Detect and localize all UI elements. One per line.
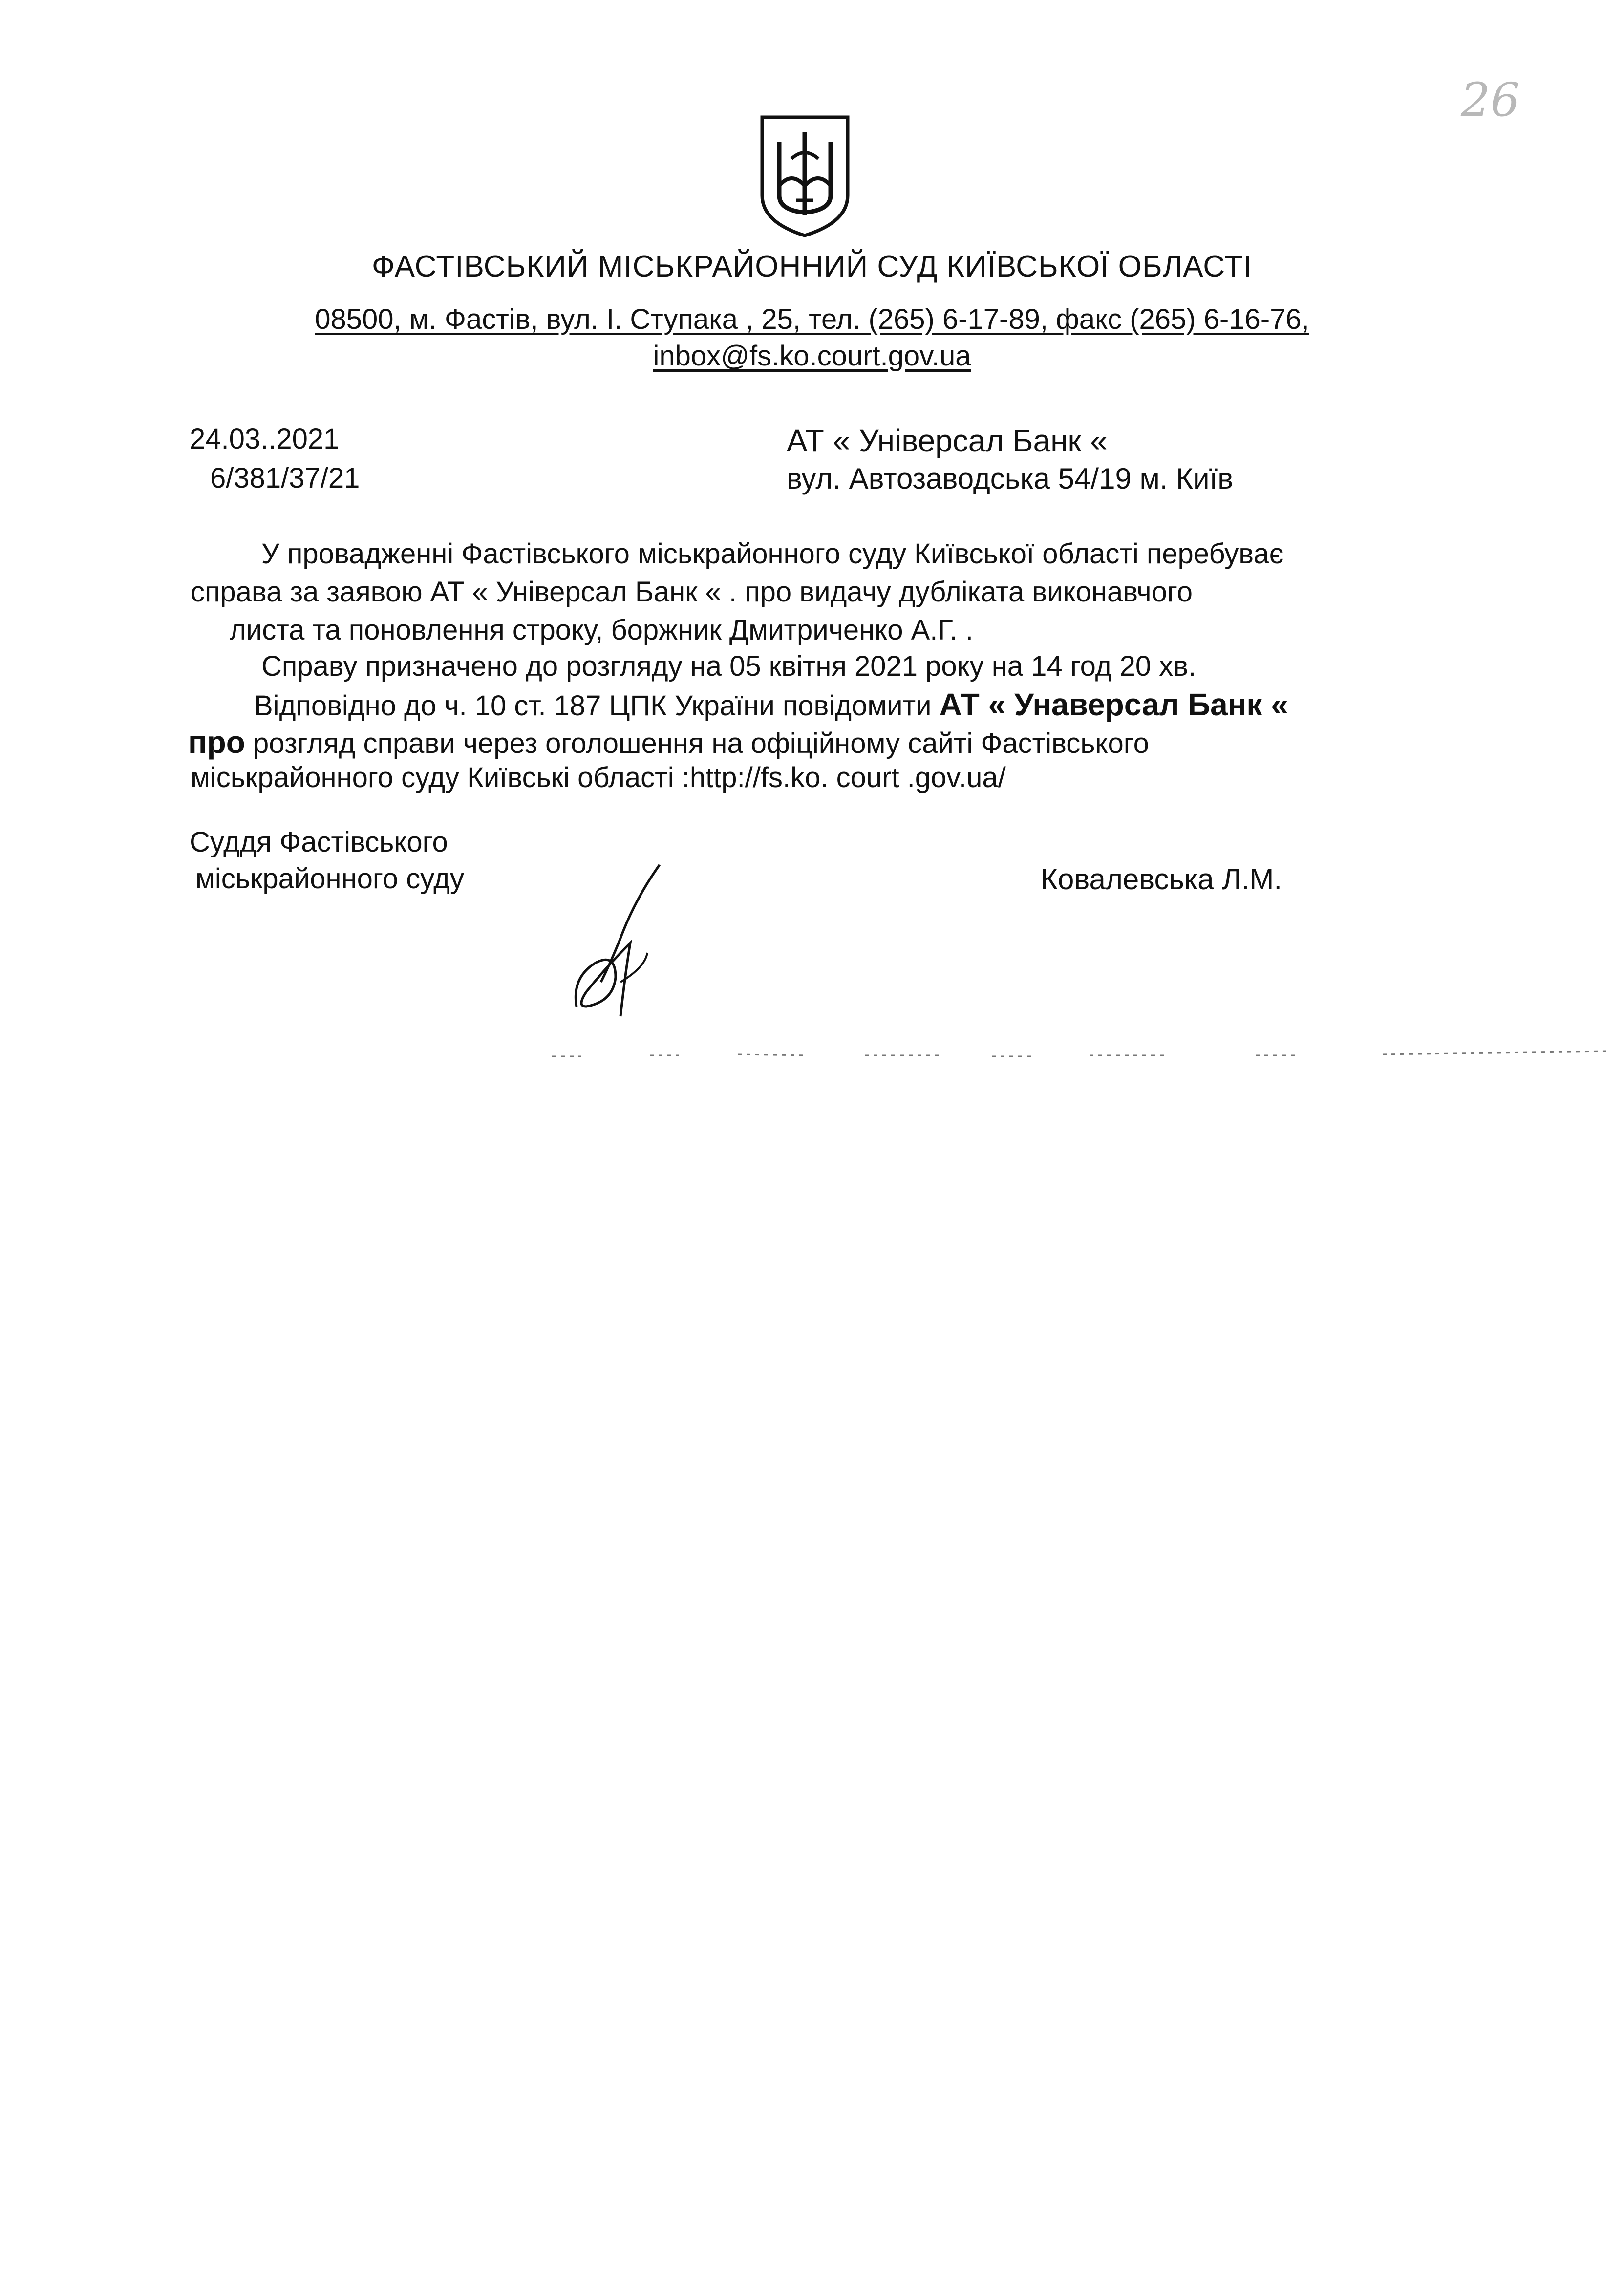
notice-recipient: АТ « Унаверсал Банк «	[939, 687, 1288, 722]
judge-court: міськрайонного суду	[195, 863, 465, 895]
coat-of-arms-icon	[757, 112, 853, 239]
judge-title: Суддя Фастівського	[190, 826, 448, 858]
court-address-text: 08500, м. Фастів, вул. І. Ступака , 25, тел. (265) 6-17-89, факс (265) 6-16-76,	[315, 303, 1309, 335]
recipient-name: АТ « Універсал Банк «	[787, 423, 1108, 458]
court-address	[0, 303, 1624, 336]
scan-artifact-line	[552, 1050, 1607, 1060]
letter-date: 24.03..2021	[190, 423, 340, 455]
notice-line	[254, 686, 1288, 723]
body-line: справа за заявою АТ « Універсал Банк « . про видачу дубліката виконавчого	[191, 576, 1193, 608]
notice-text: Відповідно до ч. 10 ст. 187 ЦПК України повідомити	[254, 690, 940, 722]
notice-about: про	[188, 725, 245, 760]
recipient-address: вул. Автозаводська 54/19 м. Київ	[787, 462, 1234, 495]
signature-icon	[547, 860, 694, 1021]
hearing-date-line: Справу призначено до розгляду на 05 квітня 2021 року на 14 год 20 хв.	[261, 650, 1197, 682]
body-line: листа та поновлення строку, боржник Дмитриченко А.Г. .	[230, 614, 974, 646]
notice-text: розгляд справи через оголошення на офіційному сайті Фастівського	[245, 728, 1149, 759]
page-number: 26	[1461, 73, 1520, 127]
notice-line	[188, 724, 1149, 760]
court-email	[0, 340, 1624, 372]
case-number: 6/381/37/21	[210, 462, 360, 494]
body-line: У провадженні Фастівського міськрайонного суду Київської області перебуває	[261, 538, 1284, 570]
court-name: ФАСТІВСЬКИЙ МІСЬКРАЙОННИЙ СУД КИЇВСЬКОЇ ОБЛАСТІ	[371, 250, 1253, 283]
judge-name: Ковалевська Л.М.	[1041, 863, 1282, 896]
notice-website-line: міськрайонного суду Київські області :http://fs.ko. court .gov.ua/	[191, 762, 1006, 793]
court-email-link[interactable]: inbox@fs.ko.court.gov.ua	[653, 340, 971, 372]
